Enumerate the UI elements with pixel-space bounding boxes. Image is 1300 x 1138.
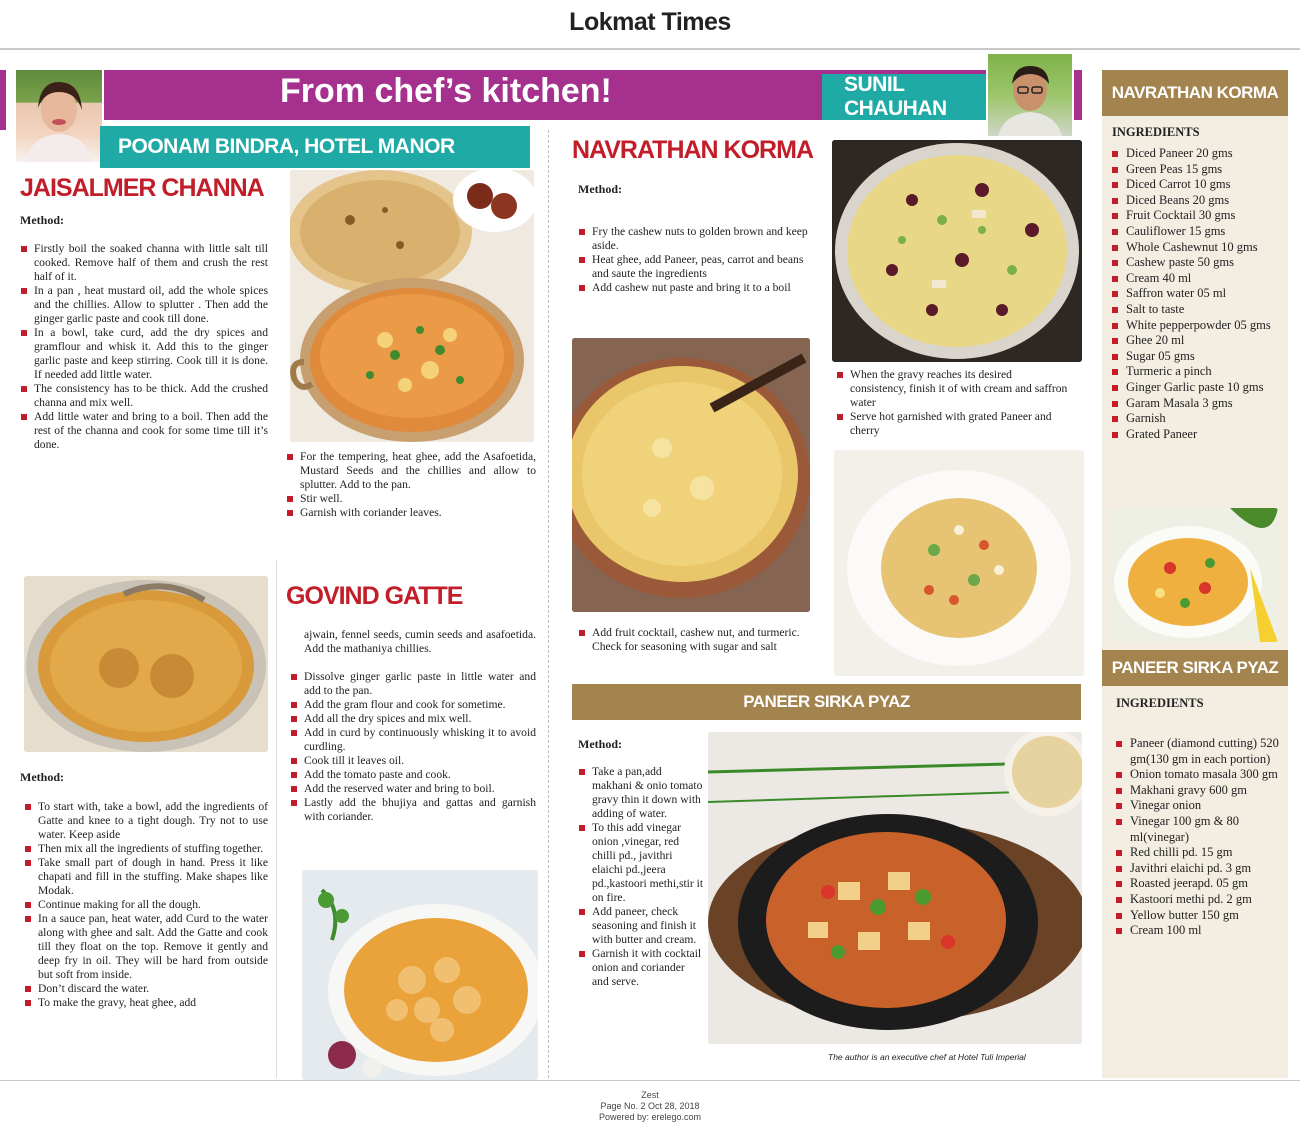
method-step: Dissolve ginger garlic paste in little water and add to the pan. bbox=[290, 670, 536, 698]
photo-gatte-curry bbox=[24, 576, 268, 752]
korma-steps bbox=[578, 225, 814, 295]
sidebar-title-korma: NAVRATHAN KORMA bbox=[1102, 70, 1288, 116]
ingredient-item: Javithri elaichi pd. 3 gm bbox=[1114, 861, 1282, 877]
ingredient-item: Kastoori methi pd. 2 gm bbox=[1114, 892, 1282, 908]
ingredient-item: Ginger Garlic paste 10 gms bbox=[1110, 380, 1282, 396]
food-photo-icon bbox=[1110, 508, 1278, 642]
ingredient-item: Onion tomato masala 300 gm bbox=[1114, 767, 1282, 783]
ingredient-item: Grated Paneer bbox=[1110, 427, 1282, 443]
method-step: In a sauce pan, heat water, add Curd to the water along with ghee and salt. Add the Gatte and cook till they float on the top. Remove it gently and deep fry in oil. They will be hard from outside but soft from inside. bbox=[24, 912, 268, 982]
photo-caption: The author is an executive chef at Hotel Tuli Imperial bbox=[828, 1052, 1026, 1062]
food-photo-icon bbox=[302, 870, 538, 1080]
ingredient-item: Diced Paneer 20 gms bbox=[1110, 146, 1282, 162]
photo-korma-plate bbox=[834, 450, 1084, 676]
method-step: Then mix all the ingredients of stuffing together. bbox=[24, 842, 268, 856]
column-divider bbox=[548, 130, 549, 1078]
column-divider bbox=[276, 560, 277, 1078]
method-step: Serve hot garnished with grated Paneer and cherry bbox=[836, 410, 1068, 438]
method-step: For the tempering, heat ghee, add the Asafoetida, Mustard Seeds and the chillies and allow to splutter. Add to the pan. bbox=[286, 450, 536, 492]
page-footer bbox=[0, 1090, 1300, 1123]
method-label: Method: bbox=[578, 182, 622, 196]
method-label: Method: bbox=[20, 213, 64, 227]
gatte-steps bbox=[24, 800, 268, 1010]
ingredient-item: Cream 100 ml bbox=[1114, 923, 1282, 939]
photo-gatte-bowl bbox=[302, 870, 538, 1080]
chef-portrait-right bbox=[986, 52, 1074, 138]
edge-strip bbox=[0, 70, 6, 130]
method-step: Take small part of dough in hand. Press it like chapati and fill in the stuffing. Make shapes like Modak. bbox=[24, 856, 268, 898]
ingredient-item: Vinegar onion bbox=[1114, 798, 1282, 814]
photo-paneer-sizzler bbox=[708, 732, 1082, 1044]
header-divider bbox=[0, 48, 1300, 50]
method-step: Lastly add the bhujiya and gattas and garnish with coriander. bbox=[290, 796, 536, 824]
food-photo-icon bbox=[834, 450, 1084, 676]
method-step: To make the gravy, heat ghee, add bbox=[24, 996, 268, 1010]
footer-powered-by: Powered by: erelego.com bbox=[598, 1112, 702, 1122]
masthead-logo: Lokmat Times bbox=[569, 8, 731, 36]
food-photo-icon bbox=[290, 170, 534, 442]
govind-continued-text: ajwain, fennel seeds, cumin seeds and asafoetida. Add the mathaniya chillies. bbox=[304, 628, 536, 655]
chef-name-left: POONAM BINDRA, HOTEL MANOR bbox=[100, 126, 530, 168]
method-step: Continue making for all the dough. bbox=[24, 898, 268, 912]
food-photo-icon bbox=[24, 576, 268, 752]
ingredient-item: White pepperpowder 05 gms bbox=[1110, 318, 1282, 334]
method-step: In a pan , heat mustard oil, add the whole spices and the chillies. Allow to splutter . Then add the ginger garlic paste and cook till done. bbox=[20, 284, 268, 326]
recipe-title-korma: NAVRATHAN KORMA bbox=[572, 136, 813, 164]
method-step: Take a pan,add makhani & onio tomato gravy thin it down with adding of water. bbox=[578, 765, 704, 821]
paneer-ingredients bbox=[1114, 736, 1282, 939]
method-step: Cook till it leaves oil. bbox=[290, 754, 536, 768]
food-photo-icon bbox=[832, 140, 1082, 362]
method-step: Firstly boil the soaked channa with little salt till cooked. Remove half of them and crush the rest half of it. bbox=[20, 242, 268, 284]
ingredient-item: Green Peas 15 gms bbox=[1110, 162, 1282, 178]
photo-channa-roti bbox=[290, 170, 534, 442]
ingredient-item: Whole Cashewnut 10 gms bbox=[1110, 240, 1282, 256]
footer-page-info: Page No. 2 Oct 28, 2018 bbox=[600, 1101, 700, 1111]
recipe-title-jaisalmer: JAISALMER CHANNA bbox=[20, 174, 264, 202]
chef-name-right: SUNIL CHAUHAN bbox=[822, 74, 987, 120]
food-photo-icon bbox=[708, 732, 1082, 1044]
method-step: Don’t discard the water. bbox=[24, 982, 268, 996]
photo-korma-pot bbox=[572, 338, 810, 612]
korma-steps-2 bbox=[578, 626, 814, 654]
ingredient-item: Cashew paste 50 gms bbox=[1110, 255, 1282, 271]
paneer-steps bbox=[578, 765, 704, 989]
korma-steps-3 bbox=[836, 368, 1068, 438]
ingredient-item: Yellow butter 150 gm bbox=[1114, 908, 1282, 924]
method-step: Add the reserved water and bring to boil. bbox=[290, 782, 536, 796]
method-step: Heat ghee, add Paneer, peas, carrot and beans and saute the ingredients bbox=[578, 253, 814, 281]
method-step: Add in curd by continuously whisking it to avoid curdling. bbox=[290, 726, 536, 754]
method-step: The consistency has to be thick. Add the crushed channa and mix well. bbox=[20, 382, 268, 410]
ingredient-item: Diced Carrot 10 gms bbox=[1110, 177, 1282, 193]
ingredient-item: Garam Masala 3 gms bbox=[1110, 396, 1282, 412]
recipe-title-paneer: PANEER SIRKA PYAZ bbox=[572, 684, 1081, 720]
recipe-title-govind: GOVIND GATTE bbox=[286, 582, 463, 610]
method-step: Garnish with coriander leaves. bbox=[286, 506, 536, 520]
ingredient-item: Garnish bbox=[1110, 411, 1282, 427]
ingredient-item: Turmeric a pinch bbox=[1110, 364, 1282, 380]
method-step: Add all the dry spices and mix well. bbox=[290, 712, 536, 726]
method-step: Add fruit cocktail, cashew nut, and turmeric. Check for seasoning with sugar and salt bbox=[578, 626, 814, 654]
ingredient-item: Sugar 05 gms bbox=[1110, 349, 1282, 365]
chef-portrait-left bbox=[14, 68, 104, 164]
ingredient-item: Red chilli pd. 15 gm bbox=[1114, 845, 1282, 861]
photo-korma-bowl bbox=[832, 140, 1082, 362]
ingredient-item: Makhani gravy 600 gm bbox=[1114, 783, 1282, 799]
govind-steps bbox=[290, 670, 536, 824]
korma-ingredients bbox=[1110, 146, 1282, 442]
method-step: To this add vinegar onion ,vinegar, red chilli pd., javithri elaichi pd.,jeera pd.,kastoori methi,stir it on fire. bbox=[578, 821, 704, 905]
photo-sidebar-salad bbox=[1110, 508, 1278, 642]
jaisalmer-steps bbox=[20, 242, 268, 452]
method-step: Add the tomato paste and cook. bbox=[290, 768, 536, 782]
method-step: To start with, take a bowl, add the ingredients of Gatte and knee to a tight dough. Try not to use water. Keep aside bbox=[24, 800, 268, 842]
ingredient-item: Fruit Cocktail 30 gms bbox=[1110, 208, 1282, 224]
ingredient-item: Paneer (diamond cutting) 520 gm(130 gm in each portion) bbox=[1114, 736, 1282, 767]
method-step: Add cashew nut paste and bring it to a boil bbox=[578, 281, 814, 295]
ingredient-item: Roasted jeerapd. 05 gm bbox=[1114, 876, 1282, 892]
ingredient-item: Ghee 20 ml bbox=[1110, 333, 1282, 349]
method-label: Method: bbox=[20, 770, 64, 784]
person-photo-icon bbox=[988, 54, 1072, 136]
ingredients-label: INGREDIENTS bbox=[1116, 696, 1204, 710]
person-photo-icon bbox=[16, 70, 102, 162]
method-step: In a bowl, take curd, add the dry spices and gramflour and whisk it. Add this to the ginger garlic paste and keep stirring. Cook till it is done. If needed add little water. bbox=[20, 326, 268, 382]
method-step: When the gravy reaches its desired consistency, finish it of with cream and saffron water bbox=[836, 368, 1068, 410]
sidebar-title-paneer: PANEER SIRKA PYAZ bbox=[1102, 650, 1288, 686]
method-label: Method: bbox=[578, 737, 622, 751]
ingredients-label: INGREDIENTS bbox=[1112, 125, 1200, 139]
ingredient-item: Saffron water 05 ml bbox=[1110, 286, 1282, 302]
footer-divider bbox=[0, 1080, 1300, 1081]
food-photo-icon bbox=[572, 338, 810, 612]
method-step: Garnish it with cocktail onion and coriander and serve. bbox=[578, 947, 704, 989]
method-step: Fry the cashew nuts to golden brown and keep aside. bbox=[578, 225, 814, 253]
ingredient-item: Vinegar 100 gm & 80 ml(vinegar) bbox=[1114, 814, 1282, 845]
method-step: Add little water and bring to a boil. Then add the rest of the channa and cook for some time till it’s done. bbox=[20, 410, 268, 452]
ingredient-item: Cream 40 ml bbox=[1110, 271, 1282, 287]
jaisalmer-tempering bbox=[286, 450, 536, 520]
method-step: Add the gram flour and cook for sometime. bbox=[290, 698, 536, 712]
banner-title: From chef’s kitchen! bbox=[280, 72, 612, 110]
method-step: Stir well. bbox=[286, 492, 536, 506]
ingredient-item: Cauliflower 15 gms bbox=[1110, 224, 1282, 240]
footer-section: Zest bbox=[641, 1090, 659, 1100]
ingredient-item: Diced Beans 20 gms bbox=[1110, 193, 1282, 209]
ingredient-item: Salt to taste bbox=[1110, 302, 1282, 318]
method-step: Add paneer, check seasoning and finish it with butter and cream. bbox=[578, 905, 704, 947]
